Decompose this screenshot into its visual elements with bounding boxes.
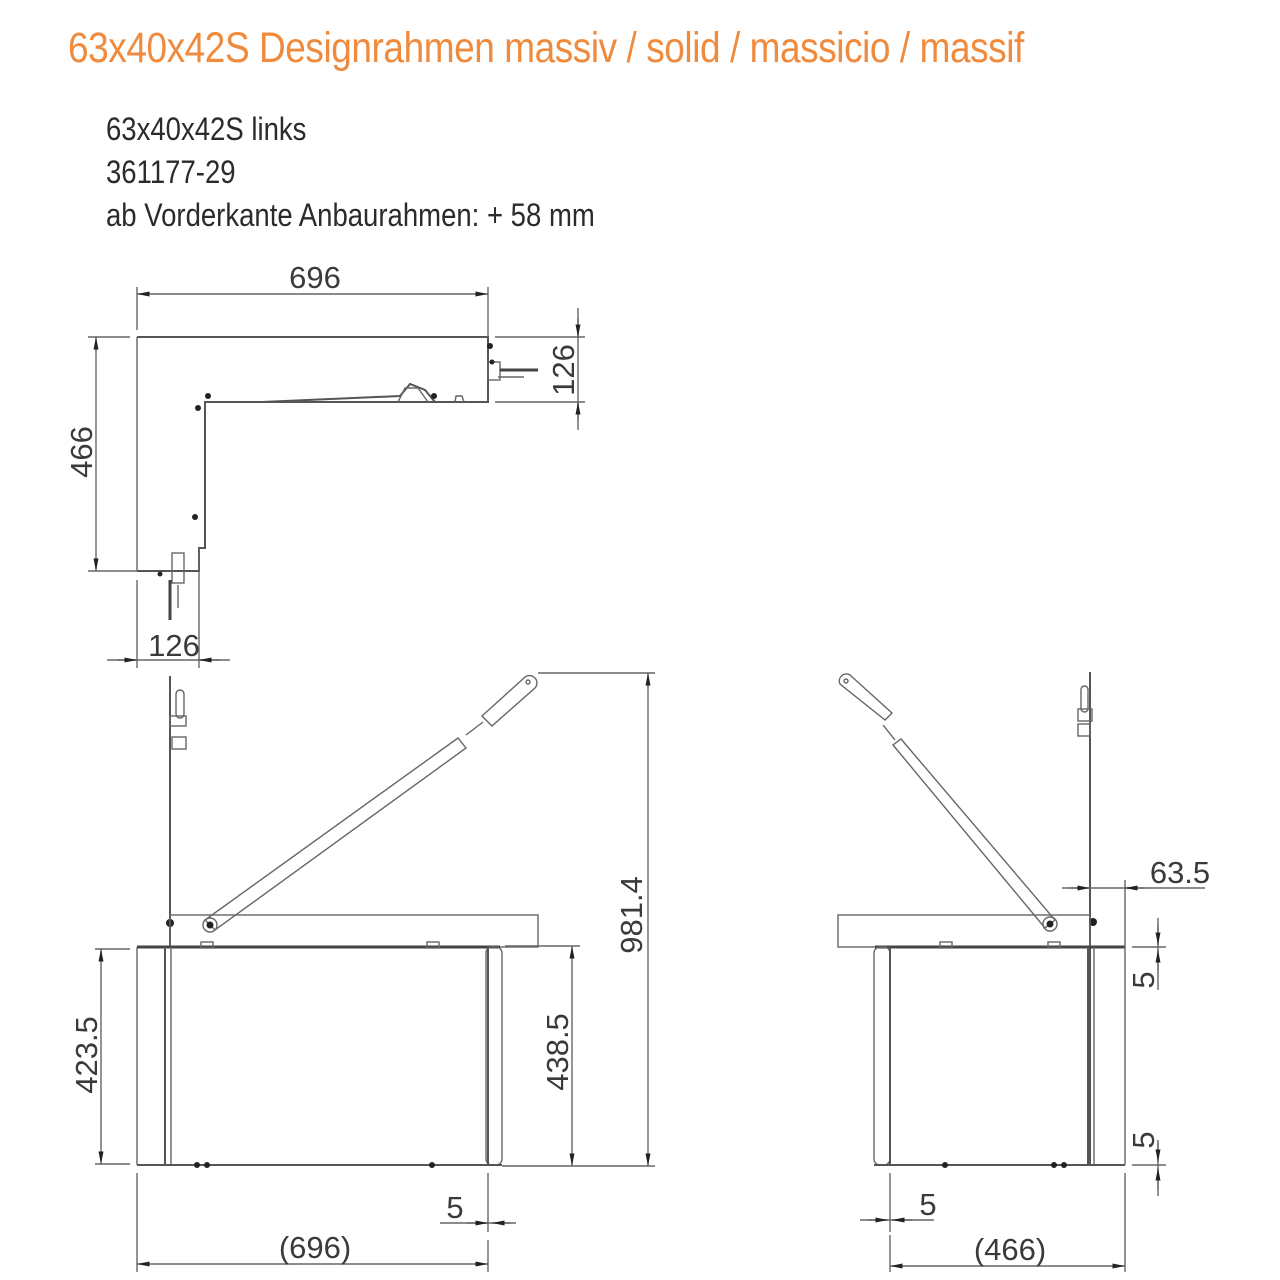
dim-plan-right-profile: 126 (546, 344, 581, 396)
dim-front-left-height: 423.5 (69, 1016, 104, 1094)
dim-front-offset: 5 (446, 1190, 464, 1225)
drawing-title: 63x40x42S Designrahmen massiv / solid / massicio / massif (68, 24, 1024, 72)
gas-strut-front (203, 676, 537, 932)
dim-front-width: (696) (278, 1230, 352, 1265)
dim-plan-width: 696 (289, 260, 341, 295)
dim-side-bottom-gap: 5 (1126, 1131, 1161, 1149)
dim-side-offset: 5 (919, 1187, 937, 1222)
dim-plan-bottom-profile: 126 (148, 628, 200, 663)
side-view (838, 672, 1210, 1272)
dim-front-right-height: 438.5 (540, 1013, 575, 1091)
product-variant: 63x40x42S links (106, 111, 307, 147)
dim-side-width: (466) (973, 1232, 1047, 1267)
hinge-right (431, 343, 538, 399)
dim-plan-depth: 466 (64, 426, 99, 478)
hinge-left (158, 393, 212, 620)
dim-side-top-offset: 63.5 (1149, 855, 1211, 890)
dim-front-total-height: 981.4 (614, 876, 649, 954)
plan-view (64, 260, 585, 668)
gas-strut-side (839, 674, 1057, 931)
offset-note: ab Vorderkante Anbaurahmen: + 58 mm (106, 197, 595, 233)
front-view (69, 673, 655, 1272)
article-number: 361177-29 (106, 154, 236, 190)
dim-side-top-gap: 5 (1126, 971, 1161, 989)
